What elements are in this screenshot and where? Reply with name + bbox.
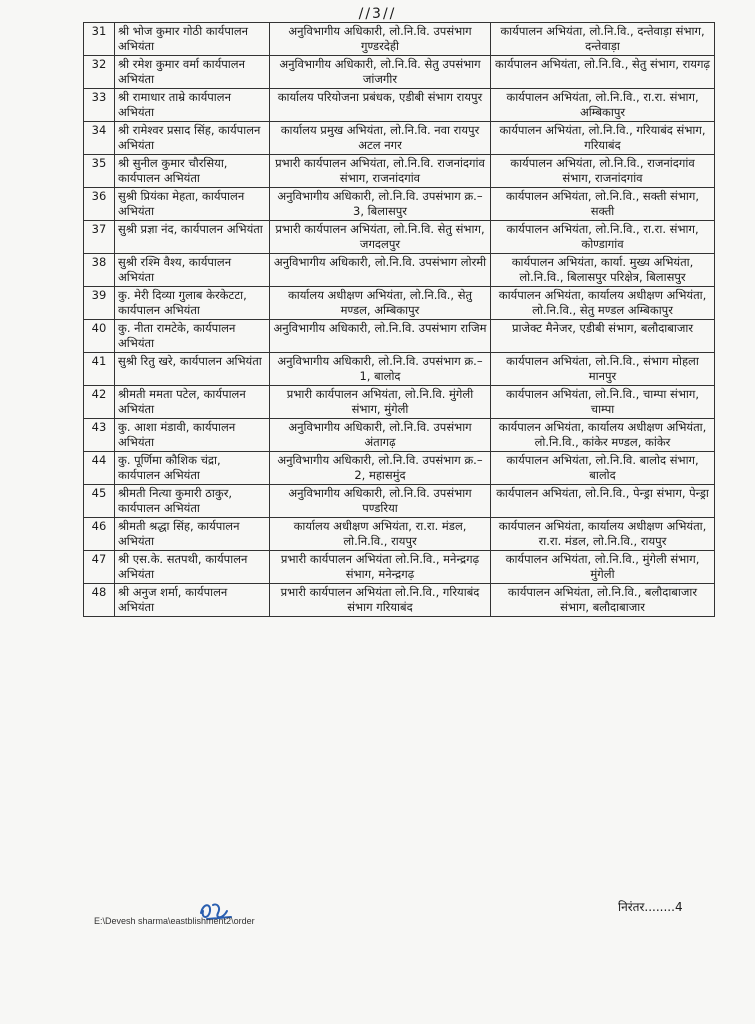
current-posting-cell: अनुविभागीय अधिकारी, लो.नि.वि. उपसंभाग राजिम [270,320,491,353]
new-posting-cell: कार्यपालन अभियंता, लो.नि.वि., गरियाबंद संभाग, गरियाबंद [491,122,715,155]
transfer-table [83,22,715,617]
serial-number-cell: 47 [84,551,115,584]
officer-name-cell: कु. मेरी दिव्या गुलाब केरकेटटा, कार्यपालन अभियंता [115,287,270,320]
new-posting-cell: कार्यपालन अभियंता, लो.नि.वि., रा.रा. संभाग, अम्बिकापुर [491,89,715,122]
serial-number-cell: 36 [84,188,115,221]
new-posting-cell: कार्यपालन अभियंता, कार्यालय अधीक्षण अभियंता, लो.नि.वि., कांकेर मण्डल, कांकेर [491,419,715,452]
serial-number-cell: 32 [84,56,115,89]
table-row [84,23,715,56]
serial-number-cell: 41 [84,353,115,386]
current-posting-cell: अनुविभागीय अधिकारी, लो.नि.वि. उपसंभाग गुण्डरदेही [270,23,491,56]
table-body [84,23,715,617]
serial-number-cell: 48 [84,584,115,617]
serial-number-cell: 40 [84,320,115,353]
new-posting-cell: कार्यपालन अभियंता, लो.नि.वि., दन्तेवाड़ा संभाग, दन्तेवाड़ा [491,23,715,56]
new-posting-cell: प्राजेक्ट मैनेजर, एडीबी संभाग, बलौदाबाजार [491,320,715,353]
current-posting-cell: प्रभारी कार्यपालन अभियंता लो.नि.वि., मनेन्द्रगढ़ संभाग, मनेन्द्रगढ़ [270,551,491,584]
table-row [84,452,715,485]
table-row [84,188,715,221]
serial-number-cell: 43 [84,419,115,452]
officer-name-cell: श्री अनुज शर्मा, कार्यपालन अभियंता [115,584,270,617]
serial-number-cell: 42 [84,386,115,419]
table-row [84,353,715,386]
current-posting-cell: अनुविभागीय अधिकारी, लो.नि.वि. उपसंभाग क्र.–2, महासमुंद [270,452,491,485]
current-posting-cell: अनुविभागीय अधिकारी, लो.नि.वि. उपसंभाग क्र.–3, बिलासपुर [270,188,491,221]
current-posting-cell: प्रभारी कार्यपालन अभियंता, लो.नि.वि. मुंगेली संभाग, मुंगेली [270,386,491,419]
officer-name-cell: सुश्री प्रियंका मेहता, कार्यपालन अभियंता [115,188,270,221]
officer-name-cell: श्रीमती नित्या कुमारी ठाकुर, कार्यपालन अभियंता [115,485,270,518]
table-row [84,386,715,419]
officer-name-cell: सुश्री रश्मि वैश्य, कार्यपालन अभियंता [115,254,270,287]
new-posting-cell: कार्यपालन अभियंता, लो.नि.वि., संभाग मोहला मानपुर [491,353,715,386]
table-row [84,56,715,89]
officer-name-cell: श्री रमेश कुमार वर्मा कार्यपालन अभियंता [115,56,270,89]
serial-number-cell: 38 [84,254,115,287]
table-row [84,584,715,617]
new-posting-cell: कार्यपालन अभियंता, लो.नि.वि., चाम्पा संभाग, चाम्पा [491,386,715,419]
current-posting-cell: प्रभारी कार्यपालन अभियंता लो.नि.वि., गरियाबंद संभाग गरियाबंद [270,584,491,617]
serial-number-cell: 45 [84,485,115,518]
new-posting-cell: कार्यपालन अभियंता, कार्यालय अधीक्षण अभियंता, रा.रा. मंडल, लो.नि.वि., रायपुर [491,518,715,551]
officer-name-cell: श्री भोज कुमार गोठी कार्यपालन अभियंता [115,23,270,56]
officer-name-cell: सुश्री प्रज्ञा नंद, कार्यपालन अभियंता [115,221,270,254]
table-row [84,518,715,551]
new-posting-cell: कार्यपालन अभियंता, लो.नि.वि., सेतु संभाग, रायगढ़ [491,56,715,89]
current-posting-cell: अनुविभागीय अधिकारी, लो.नि.वि. उपसंभाग क्र.–1, बालोद [270,353,491,386]
new-posting-cell: कार्यपालन अभियंता, लो.नि.वि., रा.रा. संभाग, कोण्डागांव [491,221,715,254]
current-posting-cell: कार्यालय परियोजना प्रबंधक, एडीबी संभाग रायपुर [270,89,491,122]
serial-number-cell: 33 [84,89,115,122]
page-number: //3// [358,6,397,22]
table-row [84,320,715,353]
officer-name-cell: श्रीमती ममता पटेल, कार्यपालन अभियंता [115,386,270,419]
table-row [84,122,715,155]
current-posting-cell: कार्यालय प्रमुख अभियंता, लो.नि.वि. नवा रायपुर अटल नगर [270,122,491,155]
officer-name-cell: कु. नीता रामटेके, कार्यपालन अभियंता [115,320,270,353]
officer-name-cell: कु. पूर्णिमा कौशिक चंद्रा, कार्यपालन अभियंता [115,452,270,485]
new-posting-cell: कार्यपालन अभियंता, लो.नि.वि., बलौदाबाजार संभाग, बलौदाबाजार [491,584,715,617]
continued-note: निरंतर........4 [618,900,683,914]
officer-name-cell: श्री एस.के. सतपथी, कार्यपालन अभियंता [115,551,270,584]
current-posting-cell: प्रभारी कार्यपालन अभियंता, लो.नि.वि. सेतु संभाग, जगदलपुर [270,221,491,254]
serial-number-cell: 46 [84,518,115,551]
new-posting-cell: कार्यपालन अभियंता, कार्यालय अधीक्षण अभियंता, लो.नि.वि., सेतु मण्डल अम्बिकापुर [491,287,715,320]
serial-number-cell: 34 [84,122,115,155]
serial-number-cell: 44 [84,452,115,485]
table-row [84,551,715,584]
current-posting-cell: अनुविभागीय अधिकारी, लो.नि.वि. सेतु उपसंभाग जांजगीर [270,56,491,89]
new-posting-cell: कार्यपालन अभियंता, लो.नि.वि., पेन्ड्रा संभाग, पेन्ड्रा [491,485,715,518]
officer-name-cell: श्री रामेश्वर प्रसाद सिंह, कार्यपालन अभियंता [115,122,270,155]
new-posting-cell: कार्यपालन अभियंता, लो.नि.वि., सक्ती संभाग, सक्ती [491,188,715,221]
table-row [84,254,715,287]
current-posting-cell: प्रभारी कार्यपालन अभियंता, लो.नि.वि. राजनांदगांव संभाग, राजनांदगांव [270,155,491,188]
new-posting-cell: कार्यपालन अभियंता, लो.नि.वि., मुंगेली संभाग, मुंगेली [491,551,715,584]
current-posting-cell: कार्यालय अधीक्षण अभियंता, रा.रा. मंडल, लो.नि.वि., रायपुर [270,518,491,551]
serial-number-cell: 35 [84,155,115,188]
table-row [84,221,715,254]
current-posting-cell: कार्यालय अधीक्षण अभियंता, लो.नि.वि., सेतु मण्डल, अम्बिकापुर [270,287,491,320]
officer-name-cell: सुश्री रितु खरे, कार्यपालन अभियंता [115,353,270,386]
table-row [84,155,715,188]
new-posting-cell: कार्यपालन अभियंता, लो.नि.वि., राजनांदगांव संभाग, राजनांदगांव [491,155,715,188]
current-posting-cell: अनुविभागीय अधिकारी, लो.नि.वि. उपसंभाग पण्डरिया [270,485,491,518]
serial-number-cell: 39 [84,287,115,320]
new-posting-cell: कार्यपालन अभियंता, लो.नि.वि. बालोद संभाग, बालोद [491,452,715,485]
serial-number-cell: 37 [84,221,115,254]
officer-name-cell: कु. आशा मंडावी, कार्यपालन अभियंता [115,419,270,452]
new-posting-cell: कार्यपालन अभियंता, कार्या. मुख्य अभियंता, लो.नि.वि., बिलासपुर परिक्षेत्र, बिलासपुर [491,254,715,287]
table-row [84,419,715,452]
current-posting-cell: अनुविभागीय अधिकारी, लो.नि.वि. उपसंभाग लोरमी [270,254,491,287]
table-row [84,89,715,122]
officer-name-cell: श्रीमती श्रद्धा सिंह, कार्यपालन अभियंता [115,518,270,551]
file-path: E:\Devesh sharma\eastblishment2\order [94,916,255,926]
serial-number-cell: 31 [84,23,115,56]
current-posting-cell: अनुविभागीय अधिकारी, लो.नि.वि. उपसंभाग अंतागढ़ [270,419,491,452]
table-row [84,485,715,518]
table-row [84,287,715,320]
officer-name-cell: श्री सुनील कुमार चौरसिया, कार्यपालन अभियंता [115,155,270,188]
officer-name-cell: श्री रामाधार ताम्रे कार्यपालन अभियंता [115,89,270,122]
